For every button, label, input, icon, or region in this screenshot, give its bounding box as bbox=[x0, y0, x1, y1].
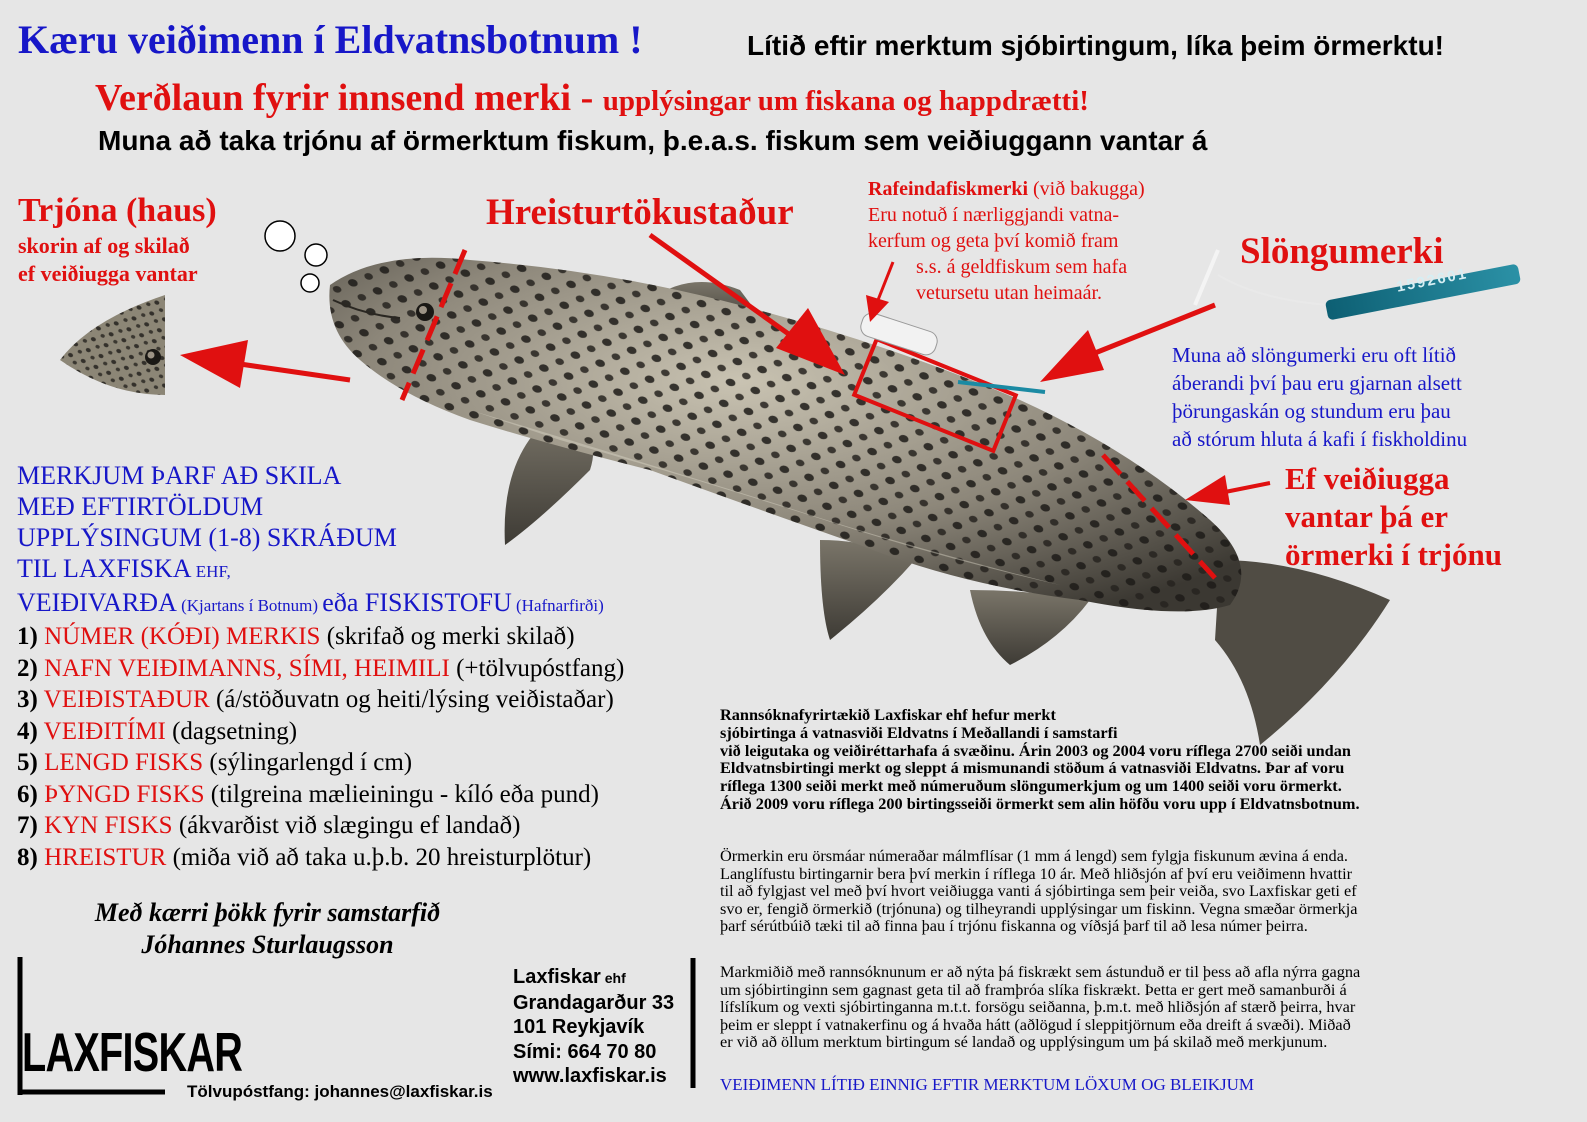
paragraph-line: svo er, fengið örmerkið (trjónuna) og tilheyrandi upplýsingar um fiskinn. Vegna smæðar örmerkja bbox=[720, 898, 1358, 918]
list-item bbox=[17, 716, 624, 748]
t-bar-note-line: áberandi því þau eru gjarnan alsett bbox=[1172, 371, 1462, 395]
reward-line bbox=[95, 76, 1089, 120]
adipose-note-line: örmerki í trjónu bbox=[1285, 537, 1502, 572]
list-item-note: (á/stöðuvatn og heiti/lýsing veiðistaðar) bbox=[209, 686, 614, 713]
address-city: 101 Reykjavík bbox=[513, 1016, 645, 1038]
t-bar-note-line: þörungaskán og stundum eru þau bbox=[1172, 399, 1451, 423]
list-item-label: ÞYNGD FISKS bbox=[44, 780, 205, 808]
snout-label: Trjóna (haus) bbox=[18, 192, 217, 229]
list-item-number: 6) bbox=[17, 780, 38, 808]
company-name: Laxfiskar bbox=[513, 966, 601, 988]
paragraph-line: Árið 2009 voru ríflega 200 birtingsseiði örmerkt sem alin höfðu voru upp í Eldvatnsbotnum. bbox=[720, 793, 1360, 813]
list-item-number: 2) bbox=[17, 654, 38, 682]
thanks-line: Með kærri þökk fyrir samstarfið bbox=[94, 898, 441, 927]
return-head-line: MEÐ EFTIRTÖLDUM bbox=[17, 492, 264, 521]
research-paragraph-3 bbox=[720, 963, 1560, 1051]
list-item-number: 7) bbox=[17, 812, 38, 839]
scale-site-label: Hreisturtökustaður bbox=[486, 192, 794, 233]
list-item bbox=[17, 747, 624, 779]
list-item-note: (sýlingarlengd í cm) bbox=[203, 749, 413, 776]
paragraph-line: lífslíkum og vexti sjóbirtinganna m.t.t. forsögu seiðanna, þ.m.t. með hliðsjón af stærð þeirra, hvar bbox=[720, 997, 1356, 1017]
list-item-label: KYN FISKS bbox=[44, 812, 173, 839]
thanks-signature bbox=[0, 897, 535, 961]
return-head-small: (Hafnarfirði) bbox=[511, 596, 604, 615]
return-head-line: MERKJUM ÞARF AÐ SKILA bbox=[17, 461, 342, 490]
t-bar-note-line: að stórum hluta á kafi í fiskholdinu bbox=[1172, 427, 1468, 451]
return-head-small: EHF, bbox=[191, 562, 231, 581]
paragraph-line: Rannsóknafyrirtækið Laxfiskar ehf hefur merkt bbox=[720, 705, 1056, 724]
company-address bbox=[513, 965, 674, 1089]
list-item-number: 3) bbox=[17, 686, 38, 713]
list-item-number: 1) bbox=[17, 623, 38, 650]
t-bar-note-line: Muna að slöngumerki eru oft lítið bbox=[1172, 343, 1457, 367]
electronic-tag-line: s.s. á geldfiskum sem hafa bbox=[916, 256, 1128, 278]
page-subtitle: Lítið eftir merktum sjóbirtingum, líka þeim örmerktu! bbox=[747, 30, 1444, 61]
list-item-note: (skrifað og merki skilað) bbox=[320, 623, 575, 650]
t-bar-tag-label: Slöngumerki bbox=[1240, 231, 1444, 272]
list-item-label: VEIÐISTAÐUR bbox=[43, 686, 210, 713]
company-suffix: ehf bbox=[600, 970, 626, 986]
list-item-note: (ákvarðist við slægingu ef landað) bbox=[172, 812, 521, 839]
electronic-tag-title: Rafeindafiskmerki bbox=[868, 178, 1028, 200]
list-item-note: (dagsetning) bbox=[165, 717, 298, 745]
list-item-number: 4) bbox=[17, 717, 38, 745]
snout-description bbox=[18, 232, 198, 288]
adipose-note-line: Ef veiðiugga bbox=[1285, 461, 1450, 496]
list-item-note: (tilgreina mælieiningu - kíló eða pund) bbox=[204, 780, 599, 808]
t-bar-tag-number: 1592601 bbox=[1395, 265, 1470, 296]
paragraph-line: þeim er sleppt í vatnakerfinu og á hvaða hátt (aðlögud í sleppitjörnum eða dreift á svæði). Miðað bbox=[720, 1014, 1351, 1034]
paragraph-line: Eldvatnsbirtingi merkt og sleppt á mismunandi stöðum á vatnasviði Eldvatns. Þar af voru bbox=[720, 758, 1345, 778]
list-item-number: 5) bbox=[17, 749, 38, 776]
page-title: Kæru veiðimenn í Eldvatnsbotnum ! bbox=[18, 17, 643, 62]
research-paragraph-1 bbox=[720, 706, 1560, 813]
email-contact[interactable]: Tölvupóstfang: johannes@laxfiskar.is bbox=[187, 1082, 493, 1101]
address-frame bbox=[688, 958, 698, 1088]
snout-desc-line: ef veiðiugga vantar bbox=[18, 261, 198, 286]
list-item-label: HREISTUR bbox=[44, 843, 167, 871]
list-item bbox=[17, 810, 624, 842]
list-item bbox=[17, 621, 624, 653]
adipose-note-line: vantar þá er bbox=[1285, 499, 1449, 534]
return-head-small: (Kjartans í Botnum) bbox=[176, 596, 323, 615]
list-item bbox=[17, 842, 624, 874]
list-item bbox=[17, 779, 624, 811]
adipose-fin-note bbox=[1285, 460, 1502, 574]
paragraph-line: við leigutaka og veiðiréttarhafa á svæðinu. Árin 2003 og 2004 voru ríflega 2700 seiði undan bbox=[720, 740, 1351, 760]
return-head-line: TIL LAXFISKA bbox=[17, 554, 192, 583]
reward-sub: upplýsingar um fiskana og happdrætti! bbox=[602, 85, 1089, 117]
list-item bbox=[17, 653, 624, 685]
paragraph-line: Langlífustu birtingarnir bera því merkin í ríflega 10 ár. Með hliðsjón af því eru veiðimenn hvattir bbox=[720, 863, 1353, 883]
return-instructions-heading bbox=[17, 460, 604, 621]
list-item-label: LENGD FISKS bbox=[44, 749, 204, 776]
closing-note: VEIÐIMENN LÍTIÐ EINNIG EFTIR MERKTUM LÖXUM OG BLEIKJUM bbox=[720, 1075, 1255, 1094]
paragraph-line: sjóbirtinga á vatnasviði Eldvatns í Meðallandi í samstarfi bbox=[720, 722, 1118, 742]
paragraph-line: um sjóbirtinginn sem gagnast geta til að framþróa slíka fiskrækt. Þetta er gert með samanburði á bbox=[720, 979, 1347, 999]
paragraph-line: Markmiðið með rannsóknunum er að nýta þá fiskrækt sem ástunduð er til þess að afla nýrra gagna bbox=[720, 962, 1361, 981]
snout-note: Muna að taka trjónu af örmerktum fiskum, þ.e.a.s. fiskum sem veiðiuggann vantar á bbox=[98, 125, 1208, 156]
electronic-tag-line: Eru notuð í nærliggjandi vatna- bbox=[868, 204, 1120, 226]
company-logo: LAXFISKAR bbox=[22, 1021, 243, 1083]
website-link[interactable]: www.laxfiskar.is bbox=[513, 1065, 667, 1087]
reward-main: Verðlaun fyrir innsend merki - bbox=[95, 77, 603, 119]
paragraph-line: er við að öllum merktum birtingum sé landað og upplýsingum um þá skilað með merkjunum. bbox=[720, 1032, 1328, 1052]
list-item-note: (miða við að taka u.þ.b. 20 hreisturplötur) bbox=[166, 843, 592, 871]
list-item bbox=[17, 684, 624, 716]
paragraph-line: ríflega 1300 seiði merkt með númeruðum slöngumerkjum og um 1400 seiði voru örmerkt. bbox=[720, 776, 1342, 796]
signature-name: Jóhannes Sturlaugsson bbox=[141, 930, 394, 959]
paragraph-line: til að fylgjast vel með því hvort veiðiugga vanti á sjóbirtinga sem þeir veiða, svo Laxfiskar geti ef bbox=[720, 881, 1357, 901]
required-info-list bbox=[17, 621, 624, 873]
list-item-label: NÚMER (KÓÐI) MERKIS bbox=[44, 623, 321, 650]
return-head-line: VEIÐIVARÐA bbox=[17, 588, 177, 617]
paragraph-line: þarf sérútbúið tæki til að finna þau í trjónu fiskanna og víðsjá þarf til að lesa númer þeirra. bbox=[720, 916, 1308, 936]
snout-cutout bbox=[60, 295, 165, 395]
research-paragraph-2 bbox=[720, 847, 1560, 935]
list-item-label: NAFN VEIÐIMANNS, SÍMI, HEIMILI bbox=[44, 654, 450, 682]
electronic-tag-line: kerfum og geta því komið fram bbox=[868, 230, 1119, 252]
t-bar-tag-note bbox=[1172, 341, 1467, 453]
address-street: Grandagarður 33 bbox=[513, 991, 675, 1014]
paragraph-line: Örmerkin eru örsmáar númeraðar málmflísar (1 mm á lengd) sem fylgja fiskunum ævina á enda. bbox=[720, 846, 1348, 865]
electronic-tag-paren: (við bakugga) bbox=[1028, 178, 1145, 200]
address-phone: Sími: 664 70 80 bbox=[513, 1040, 657, 1063]
list-item-number: 8) bbox=[17, 843, 38, 871]
snout-desc-line: skorin af og skilað bbox=[18, 233, 190, 258]
electronic-tag-note bbox=[868, 176, 1145, 306]
return-head-line: UPPLÝSINGUM (1-8) SKRÁÐUM bbox=[17, 523, 397, 552]
list-item-label: VEIÐITÍMI bbox=[43, 717, 166, 745]
electronic-tag-line: vetursetu utan heimaár. bbox=[916, 282, 1103, 304]
list-item-note: (+tölvupóstfang) bbox=[449, 654, 625, 682]
return-head-line: eða FISKISTOFU bbox=[322, 588, 512, 617]
